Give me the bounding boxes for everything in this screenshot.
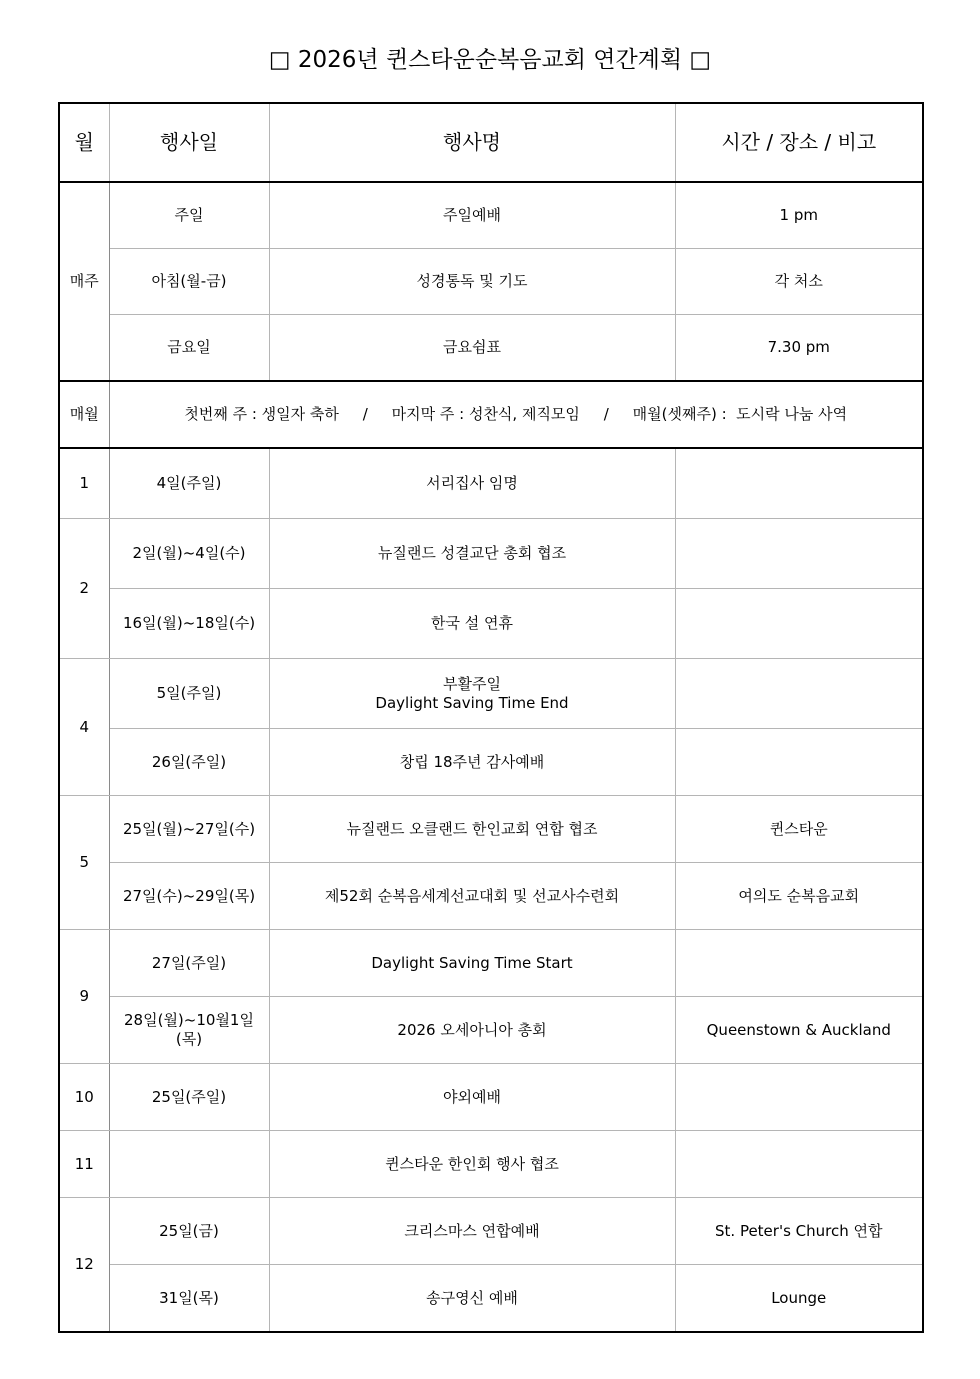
date-cell: 27일(주일) — [109, 930, 269, 997]
month-cell-10: 10 — [59, 1064, 109, 1131]
note-cell — [675, 448, 923, 519]
table-row — [59, 315, 923, 382]
event-cell: 창립 18주년 감사예배 — [269, 729, 675, 796]
event-line-2: Daylight Saving Time End — [375, 693, 569, 712]
event-cell: 퀸스타운 한인회 행사 협조 — [269, 1131, 675, 1198]
table-row — [59, 1131, 923, 1198]
annual-plan-table — [58, 102, 924, 1333]
date-cell: 16일(월)~18일(수) — [109, 589, 269, 659]
month-cell-9: 9 — [59, 930, 109, 1064]
table-row — [59, 381, 923, 448]
header-note: 시간 / 장소 / 비고 — [675, 103, 923, 182]
note-cell: 퀸스타운 — [675, 796, 923, 863]
date-cell: 25일(주일) — [109, 1064, 269, 1131]
date-cell: 31일(목) — [109, 1265, 269, 1333]
event-cell: 금요쉼표 — [269, 315, 675, 382]
date-cell: 25일(월)~27일(수) — [109, 796, 269, 863]
event-cell: 2026 오세아니아 총회 — [269, 997, 675, 1064]
note-cell — [675, 930, 923, 997]
table-row — [59, 1064, 923, 1131]
event-cell: 주일예배 — [269, 182, 675, 249]
note-cell: Lounge — [675, 1265, 923, 1333]
event-cell: 야외예배 — [269, 1064, 675, 1131]
date-cell: 26일(주일) — [109, 729, 269, 796]
table-row — [59, 519, 923, 589]
month-cell-5: 5 — [59, 796, 109, 930]
note-cell — [675, 1131, 923, 1198]
table-row — [59, 930, 923, 997]
header-month: 월 — [59, 103, 109, 182]
note-cell: Queenstown & Auckland — [675, 997, 923, 1064]
note-cell — [675, 589, 923, 659]
date-cell: 주일 — [109, 182, 269, 249]
table-row — [59, 659, 923, 729]
table-row — [59, 729, 923, 796]
note-cell: 7.30 pm — [675, 315, 923, 382]
month-cell-12: 12 — [59, 1198, 109, 1333]
date-cell: 아침(월-금) — [109, 249, 269, 315]
date-cell — [109, 1131, 269, 1198]
event-line-1: 부활주일 — [443, 674, 501, 693]
note-cell: St. Peter's Church 연합 — [675, 1198, 923, 1265]
page-title: □ 2026년 퀸스타운순복음교회 연간계획 □ — [268, 47, 712, 73]
month-cell-2: 2 — [59, 519, 109, 659]
event-cell — [269, 659, 675, 729]
month-cell-1: 1 — [59, 448, 109, 519]
table-header-row — [59, 103, 923, 182]
table-row — [59, 1265, 923, 1333]
date-cell: 27일(수)~29일(목) — [109, 863, 269, 930]
table-row — [59, 448, 923, 519]
month-cell-weekly: 매주 — [59, 182, 109, 381]
date-cell: 25일(금) — [109, 1198, 269, 1265]
month-cell-4: 4 — [59, 659, 109, 796]
note-cell: 1 pm — [675, 182, 923, 249]
date-cell: 4일(주일) — [109, 448, 269, 519]
table-row — [59, 997, 923, 1064]
table-row — [59, 863, 923, 930]
table-row — [59, 796, 923, 863]
header-event: 행사명 — [269, 103, 675, 182]
header-date: 행사일 — [109, 103, 269, 182]
table-row — [59, 1198, 923, 1265]
event-cell: 크리스마스 연합예배 — [269, 1198, 675, 1265]
monthly-events-text: 첫번째 주 : 생일자 축하 / 마지막 주 : 성찬식, 제직모임 / 매월(셋째주) : 도시락 나눔 사역 — [109, 381, 923, 448]
event-cell: 한국 설 연휴 — [269, 589, 675, 659]
event-cell: 성경통독 및 기도 — [269, 249, 675, 315]
month-cell-monthly: 매월 — [59, 381, 109, 448]
table-row — [59, 249, 923, 315]
month-cell-11: 11 — [59, 1131, 109, 1198]
date-cell: 금요일 — [109, 315, 269, 382]
event-cell: 송구영신 예배 — [269, 1265, 675, 1333]
note-cell — [675, 1064, 923, 1131]
event-cell: 뉴질랜드 오클랜드 한인교회 연합 협조 — [269, 796, 675, 863]
table-row — [59, 589, 923, 659]
note-cell: 여의도 순복음교회 — [675, 863, 923, 930]
note-cell — [675, 659, 923, 729]
event-cell: 제52회 순복음세계선교대회 및 선교사수련회 — [269, 863, 675, 930]
note-cell: 각 처소 — [675, 249, 923, 315]
note-cell — [675, 729, 923, 796]
note-cell — [675, 519, 923, 589]
date-cell: 2일(월)~4일(수) — [109, 519, 269, 589]
event-cell: Daylight Saving Time Start — [269, 930, 675, 997]
table-row — [59, 182, 923, 249]
event-cell: 뉴질랜드 성결교단 총회 협조 — [269, 519, 675, 589]
event-cell: 서리집사 임명 — [269, 448, 675, 519]
date-cell: 5일(주일) — [109, 659, 269, 729]
date-cell: 28일(월)~10월1일(목) — [109, 997, 269, 1064]
